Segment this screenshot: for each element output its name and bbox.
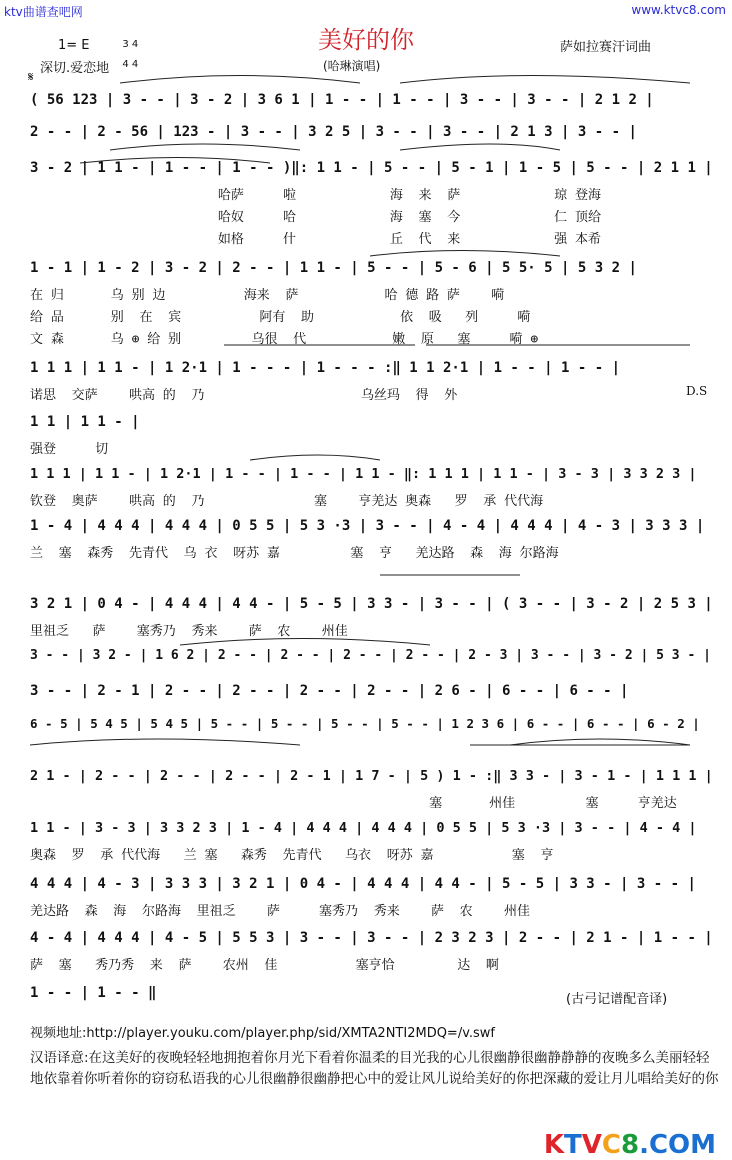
lyric-line: 给 品 别 在 宾 阿有 助 依 吸 列 嗬 <box>30 310 531 325</box>
notation-row: 3 - - | 3 2 - | 1 6 2 | 2 - - | 2 - - | 2 - - | 2 - - | 2 - 3 | 3 - - | 3 - 2 | 5 3 - | <box>30 648 711 663</box>
lyric-line: 奥森 罗 承 代代海 兰 塞 森秀 先青代 乌衣 呀苏 嘉 塞 亨 <box>30 848 554 863</box>
tie <box>180 639 430 646</box>
notation-row: 2 - - | 2 - 56 | 123 - | 3 - - | 3 2 5 | 3 - - | 3 - - | 2 1 3 | 3 - - | <box>30 124 637 140</box>
time-sig-a-bottom: 4 <box>122 59 129 70</box>
notation-row: 1 1 | 1 1 - | <box>30 414 140 430</box>
lyric-line: 哈奴 哈 海 塞 今 仁 顶给 <box>30 210 601 225</box>
notation-row: 4 - 4 | 4 4 4 | 4 - 5 | 5 5 3 | 3 - - | 3 - - | 2 3 2 3 | 2 - - | 2 1 - | 1 - - | <box>30 930 713 946</box>
site-url-link[interactable]: www.ktvc8.com <box>631 3 726 17</box>
tie <box>30 739 300 745</box>
logo-letter: V <box>581 1130 602 1160</box>
lyric-line: 诺思 交萨 哄高 的 乃 乌丝玛 得 外 <box>30 388 458 403</box>
time-sig-b-top: 4 <box>131 39 139 50</box>
tie <box>370 251 560 257</box>
logo-letter: T <box>564 1130 582 1160</box>
time-signature <box>116 30 138 70</box>
mood-marking: 深切.爱恋地 <box>40 61 110 76</box>
logo-letter: .COM <box>639 1130 716 1160</box>
notation-row: 2 1 - | 2 - - | 2 - - | 2 - - | 2 - 1 | 1 7 - | 5 ) 1 - :‖ 3 3 - | 3 - 1 - | 1 1 1 | <box>30 768 713 784</box>
lyric-line: 兰 塞 森秀 先青代 乌 衣 呀苏 嘉 塞 亨 羌达路 森 海 尔路海 <box>30 546 559 561</box>
notation-row: 1 1 1 | 1 1 - | 1 2·1 | 1 - - | 1 - - | 1 1 - ‖: 1 1 1 | 1 1 - | 3 - 3 | 3 3 2 3 | <box>30 466 697 482</box>
song-title: 美好的你 <box>318 26 414 54</box>
lyric-line: 萨 塞 秀乃秀 来 萨 农州 佳 塞亨恰 达 啊 <box>30 958 499 973</box>
author-credit: 萨如拉赛汗词曲 <box>560 40 652 55</box>
logo-letter: 8 <box>620 1130 640 1160</box>
notation-row: 1 1 1 | 1 1 - | 1 2·1 | 1 - - - | 1 - - - :‖ 1 1 2·1 | 1 - - | 1 - - | <box>30 360 621 376</box>
ktvc8-logo[interactable] <box>526 1100 716 1160</box>
tie <box>400 76 690 84</box>
lyric-line: 羌达路 森 海 尔路海 里祖乏 萨 塞秀乃 秀来 萨 农 州佳 <box>30 904 530 919</box>
singer-credit: (哈琳演唱) <box>323 59 381 73</box>
notation-row: 6 - 5 | 5 4 5 | 5 4 5 | 5 - - | 5 - - | 5 - - | 5 - - | 1 2 3 6 | 6 - - | 6 - - | 6 - 2 | <box>30 716 700 731</box>
notation-row: 3 - 2 | 1 1 - | 1 - - | 1 - - )‖: 1 1 - | 5 - - | 5 - 1 | 1 - 5 | 5 - - | 2 1 1 | <box>30 160 713 176</box>
time-sig-a-top: 3 <box>122 39 129 50</box>
lyric-line: 塞 州佳 塞 亨羌达 <box>30 796 677 811</box>
notation-row: 1 - 1 | 1 - 2 | 3 - 2 | 2 - - | 1 1 - | 5 - - | 5 - 6 | 5 5· 5 | 5 3 2 | <box>30 260 637 276</box>
tie <box>400 144 560 150</box>
lyric-line: 哈萨 啦 海 来 萨 琼 登海 <box>30 188 601 203</box>
notation-row: 4 4 4 | 4 - 3 | 3 3 3 | 3 2 1 | 0 4 - | 4 4 4 | 4 4 - | 5 - 5 | 3 3 - | 3 - - | <box>30 876 696 892</box>
dal-segno-marking: D.S <box>686 384 708 398</box>
segno-sign: 𝄋 <box>28 70 34 85</box>
key-signature: 1= E <box>58 38 90 53</box>
notation-row: ( 56 123 | 3 - - | 3 - 2 | 3 6 1 | 1 - - | 1 - - | 3 - - | 3 - - | 2 1 2 | <box>30 92 654 108</box>
lyric-line: 文 森 乌 ⊕ 给 别 乌很 代 嫩 原 塞 嗬 ⊕ <box>30 332 539 347</box>
lyric-line: 在 归 乌 别 边 海来 萨 哈 德 路 萨 嗬 <box>30 288 505 303</box>
logo-letter: K <box>543 1130 564 1160</box>
logo-letter: C <box>601 1130 621 1160</box>
tie <box>250 455 380 460</box>
lyric-line: 钦登 奥萨 哄高 的 乃 塞 亨羌达 奥森 罗 承 代代海 <box>30 494 544 509</box>
notation-row: 1 - 4 | 4 4 4 | 4 4 4 | 0 5 5 | 5 3 ·3 | 3 - - | 4 - 4 | 4 4 4 | 4 - 3 | 3 3 3 | <box>30 518 705 534</box>
notation-row: 3 - - | 2 - 1 | 2 - - | 2 - - | 2 - - | 2 - - | 2 6 - | 6 - - | 6 - - | <box>30 683 629 699</box>
tie <box>510 739 690 745</box>
site-name-link[interactable]: ktv曲谱查吧网 <box>4 5 83 19</box>
notation-row: 1 - - | 1 - - ‖ <box>30 985 157 1001</box>
notation-row: 3 2 1 | 0 4 - | 4 4 4 | 4 4 - | 5 - 5 | 3 3 - | 3 - - | ( 3 - - | 3 - 2 | 2 5 3 | <box>30 596 713 612</box>
tie <box>120 76 360 84</box>
time-sig-b-bottom: 4 <box>131 59 139 70</box>
notation-row: 1 1 - | 3 - 3 | 3 3 2 3 | 1 - 4 | 4 4 4 | 4 4 4 | 0 5 5 | 5 3 ·3 | 3 - - | 4 - 4 | <box>30 820 697 836</box>
translation-text: 汉语译意:在这美好的夜晚轻轻地拥抱着你月光下看着你温柔的目光我的心儿很幽静很幽静静静的夜晚多么美丽轻轻地依靠着你听着你的窃窃私语我的心儿很幽静很幽静把心中的爱让风儿说给美好的你把深藏的爱让月儿唱给美好的你 <box>30 1050 719 1087</box>
lyric-line: 强登 切 <box>30 442 109 457</box>
notation-credit: (古弓记谱配音译) <box>566 992 668 1007</box>
lyric-line: 里祖乏 萨 塞秀乃 秀来 萨 农 州佳 <box>30 624 348 639</box>
video-link[interactable]: 视频地址:http://player.youku.com/player.php/sid/XMTA2NTI2MDQ=/v.swf <box>30 1026 496 1041</box>
tie <box>110 144 300 150</box>
lyric-line: 如格 什 丘 代 来 强 本希 <box>30 232 601 247</box>
